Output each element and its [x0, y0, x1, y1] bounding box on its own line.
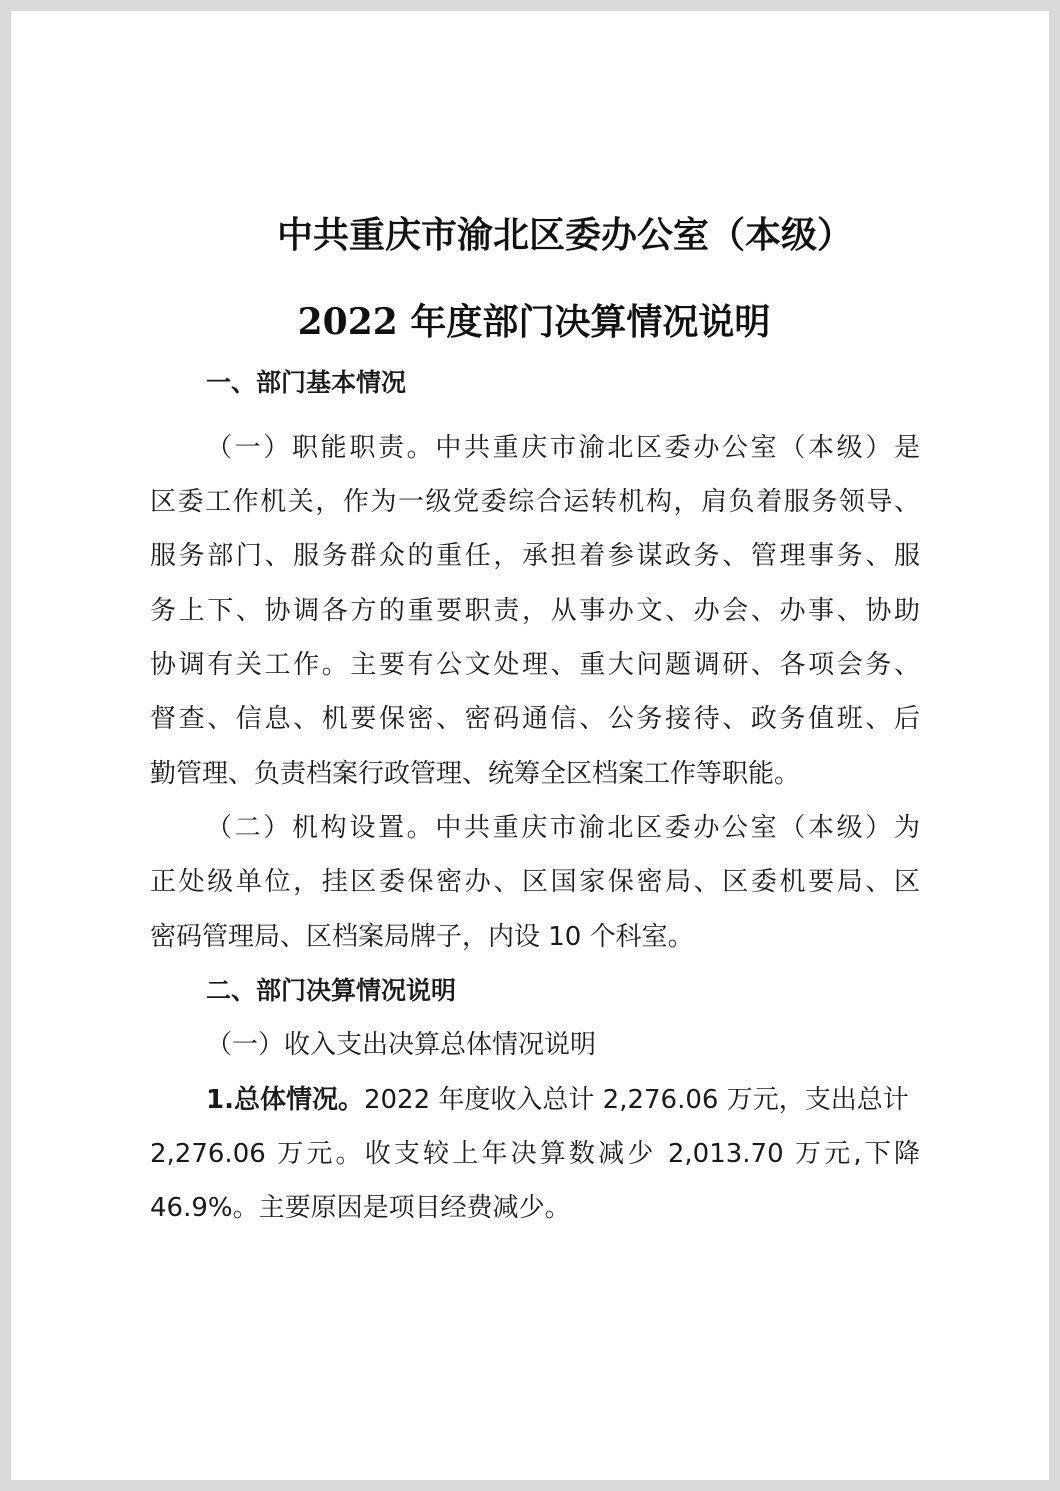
paragraph-line: 服务部门、服务群众的重任，承担着参谋政务、管理事务、服	[150, 541, 920, 571]
paragraph-line: 密码管理局、区档案局牌子，内设 10 个科室。	[150, 922, 694, 952]
paragraph-line: 正处级单位，挂区委保密办、区国家保密局、区委机要局、区	[150, 867, 920, 897]
section-heading-final-accounts: 二、部门决算情况说明	[206, 976, 457, 1005]
paragraph-line-text: 2022 年度收入总计 2,276.06 万元，支出总计	[363, 1085, 909, 1115]
subsection-heading-income-expenditure: （一）收入支出决算总体情况说明	[206, 1030, 597, 1060]
paragraph-line: （一）职能职责。中共重庆市渝北区委办公室（本级）是	[206, 433, 920, 463]
section-heading-basic-info: 一、部门基本情况	[206, 368, 407, 397]
paragraph-line: 区委工作机关，作为一级党委综合运转机构，肩负着服务领导、	[150, 487, 920, 517]
paragraph-line: 勤管理、负责档案行政管理、统筹全区档案工作等职能。	[150, 759, 801, 789]
paragraph-line-with-lead	[206, 1083, 920, 1117]
paragraph-line: （二）机构设置。中共重庆市渝北区委办公室（本级）为	[206, 813, 920, 843]
paragraph-lead: 1.总体情况。	[206, 1085, 364, 1115]
paragraph-line: 协调有关工作。主要有公文处理、重大问题调研、各项会务、	[150, 650, 920, 680]
paragraph-line: 2,276.06 万元。收支较上年决算数减少 2,013.70 万元,下降	[150, 1139, 920, 1169]
document-page	[11, 11, 1049, 1480]
paragraph-line: 46.9%。主要原因是项目经费减少。	[150, 1193, 571, 1223]
document-title-line-1: 中共重庆市渝北区委办公室（本级）	[276, 214, 853, 256]
paragraph-line: 务上下、协调各方的重要职责，从事办文、办会、办事、协助	[150, 596, 920, 626]
document-title-line-2: 2022 年度部门决算情况说明	[297, 301, 771, 343]
paragraph-line: 督查、信息、机要保密、密码通信、公务接待、政务值班、后	[150, 704, 920, 734]
